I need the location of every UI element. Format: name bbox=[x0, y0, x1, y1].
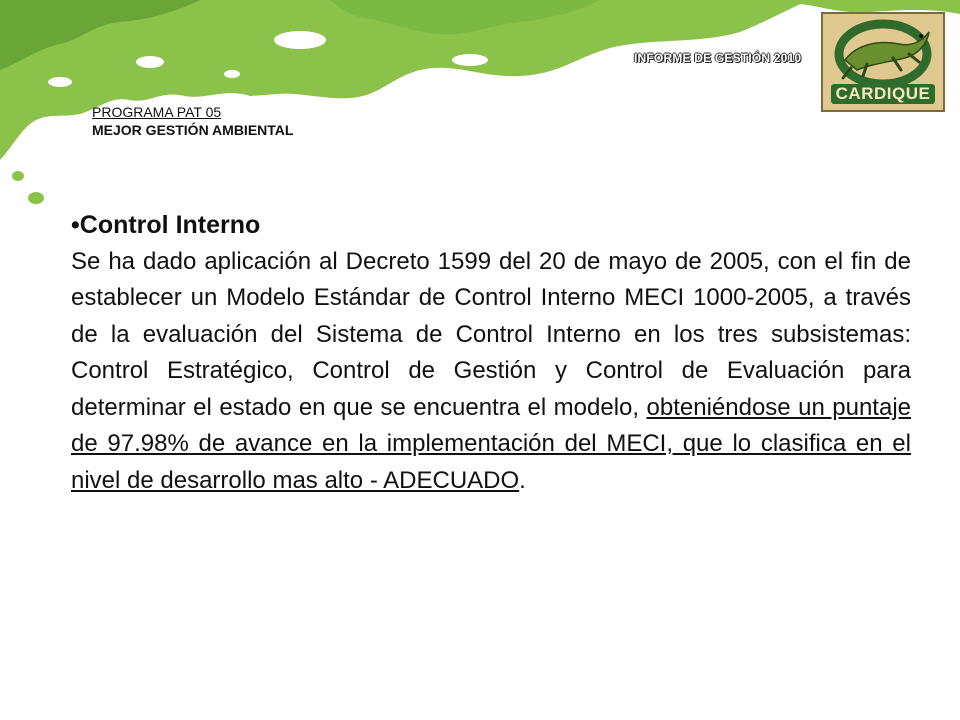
logo-text: CARDIQUE bbox=[831, 84, 935, 104]
body-paragraph bbox=[71, 244, 911, 500]
report-title: INFORME DE GESTIÓN 2010 bbox=[634, 51, 802, 65]
paragraph-end: . bbox=[519, 466, 526, 494]
paragraph-text: Se ha dado aplicación al Decreto 1599 del 20 de mayo de 2005, con el fin de establecer un Modelo Estándar de Control Interno MECI 1000-2005, a través de la evaluación del Sistema de Control Interno en los tres subsistemas: Control Estratégico, Control de Gestión y Control de Evaluación para determinar el estado en que se encuentra el modelo, bbox=[71, 247, 911, 421]
program-code: PROGRAMA PAT 05 bbox=[92, 104, 222, 120]
paragraph-highlight: obteniéndose un puntaje de 97.98% de avance en la implementación del MECI, que lo clasifica en el nivel de desarrollo mas alto - ADECUADO bbox=[71, 393, 912, 494]
section-heading-text: Control Interno bbox=[79, 211, 261, 239]
content-block bbox=[71, 207, 911, 499]
section-heading bbox=[71, 207, 911, 244]
bullet: • bbox=[71, 211, 80, 239]
program-label bbox=[92, 103, 293, 139]
program-name: MEJOR GESTIÓN AMBIENTAL bbox=[92, 122, 294, 138]
cardique-logo bbox=[821, 12, 945, 112]
